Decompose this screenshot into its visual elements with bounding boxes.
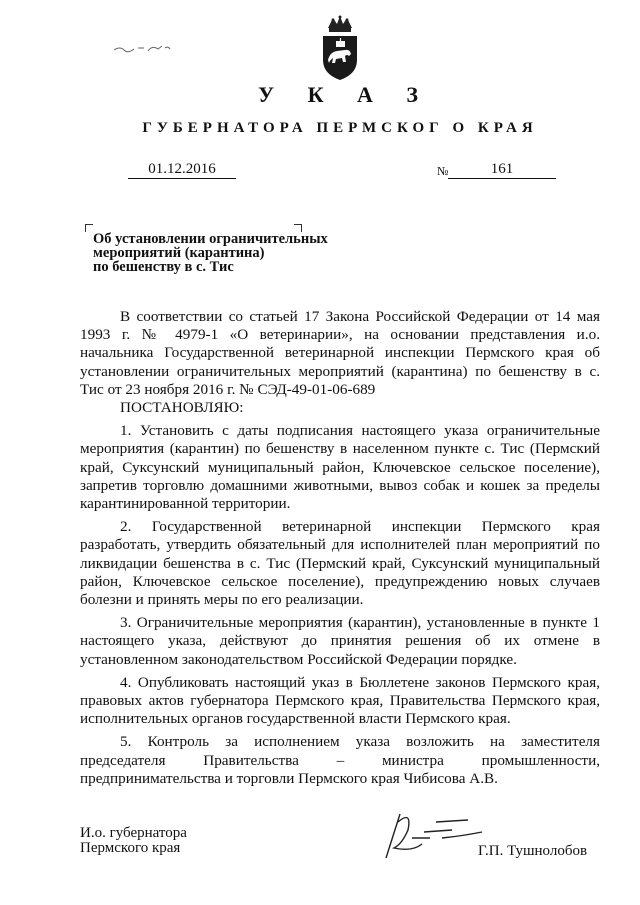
heading-line: по бешенству в с. Тис: [93, 259, 234, 275]
coat-of-arms-emblem: [319, 14, 361, 82]
signatory-position: [80, 826, 187, 856]
signatory-name: Г.П. Тушнолобов: [478, 843, 588, 859]
handwritten-mark: [112, 42, 172, 54]
decree-item-2: 2. Государственной ветеринарной инспекции Пермского края разработать, утвердить обязательный для исполнителей план мероприятий по ликвидации бешенства в с. Тис (Пермский край, Суксунский муниципальный район, Ключевское сельское поселение), предупреждению новых случаев болезни и принять меры по его реализации.: [80, 518, 600, 609]
position-line: Пермского края: [80, 840, 181, 856]
decree-word: ПОСТАНОВЛЯЮ:: [120, 399, 244, 417]
document-subtitle: ГУБЕРНАТОРА ПЕРМСКОГ О КРАЯ: [142, 120, 538, 136]
decree-item-1: 1. Установить с даты подписания настоящего указа ограничительные мероприятия (карантин) по бешенству в населенном пункте с. Тис (Пермский край, Суксунский муниципальный район, Ключевское сельское поселение), запретив торговлю домашними животными, вывоз собак и кошек за пределы карантинированной территории.: [80, 422, 600, 513]
decree-item-4: 4. Опубликовать настоящий указ в Бюллетене законов Пермского края, правовых актов губернатора Пермского края, Правительства Пермского края, исполнительных органов государственной власти Пермского края.: [80, 673, 600, 728]
heading-line: Об установлении ограничительных: [93, 231, 328, 247]
document-title: У К А З: [257, 82, 433, 107]
document-body: [80, 308, 600, 793]
decree-item-3: 3. Ограничительные мероприятия (карантин), установленные в пункте 1 настоящего указа, действуют до принятия решения об их отмене в установленном законодательством Российской Федерации порядке.: [80, 614, 600, 668]
heading-line: мероприятий (карантина): [93, 245, 265, 261]
decree-item-5: 5. Контроль за исполнением указа возложить на заместителя председателя Правительства – министра промышленности, предпринимательства и торговли Пермского края Чибисова А.В.: [80, 733, 600, 787]
document-date: 01.12.2016: [128, 160, 236, 179]
document-number: 161: [448, 160, 556, 179]
heading-corner-left: [85, 224, 93, 232]
number-label: №: [437, 164, 449, 178]
position-line: И.о. губернатора: [80, 825, 187, 841]
intro-paragraph: В соответствии со статьей 17 Закона Российской Федерации от 14 мая 1993 г. № 4979-1 «О ветеринарии», на основании представления и.о. начальника Государственной ветеринарной инспекции Пермского края об установлении ограничительных мероприятий (карантина) по бешенству в с. Тис от 23 ноября 2016 г. № СЭД-49-01-06-689: [80, 308, 600, 398]
document-heading: [93, 232, 353, 274]
